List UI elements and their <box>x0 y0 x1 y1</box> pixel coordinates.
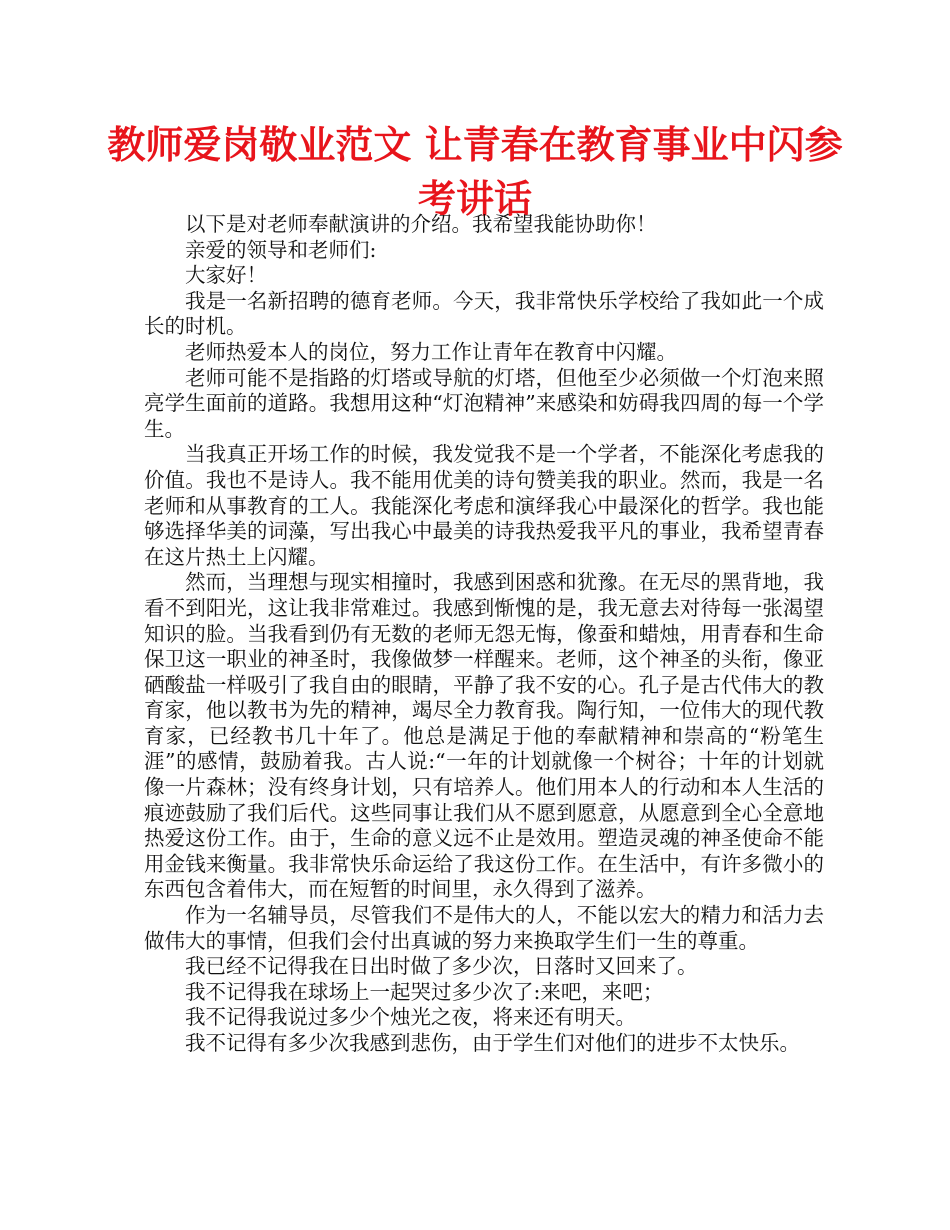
document-title: 教师爱岗敬业范文 让青春在教育事业中闪参考讲话 <box>107 123 843 221</box>
paragraph: 然而，当理想与现实相撞时，我感到困惑和犹豫。在无尽的黑背地，我看不到阳光，这让我非常难过。我感到惭愧的是，我无意去对待每一张渴望知识的脸。当我看到仍有无数的老师无怨无悔，像蚕和蜡烛，用青春和生命保卫这一职业的神圣时，我像做梦一样醒来。老师，这个神圣的头衔，像亚硒酸盐一样吸引了我自由的眼睛，平静了我不安的心。孔子是古代伟大的教育家，他以教书为先的精神，竭尽全力教育我。陶行知，一位伟大的现代教育家，已经教书几十年了。他总是满足于他的奉献精神和崇高的“粉笔生涯”的感情，鼓励着我。古人说:“一年的计划就像一个树谷；十年的计划就像一片森林；没有终身计划，只有培养人。他们用本人的行动和本人生活的痕迹鼓励了我们后代。这些同事让我们从不愿到愿意，从愿意到全心全意地热爱这份工作。由于，生命的意义远不止是效用。塑造灵魂的神圣使命不能用金钱来衡量。我非常快乐命运给了我这份工作。在生活中，有许多微小的东西包含着伟大，而在短暂的时间里，永久得到了滋养。 <box>144 570 824 902</box>
paragraph: 老师热爱本人的岗位，努力工作让青年在教育中闪耀。 <box>185 339 677 364</box>
paragraph: 以下是对老师奉献演讲的介绍。我希望我能协助你！ <box>185 212 657 236</box>
paragraph: 我不记得有多少次我感到悲伤，由于学生们对他们的进步不太快乐。 <box>185 1031 800 1055</box>
paragraph: 我是一名新招聘的德育老师。今天，我非常快乐学校给了我如此一个成长的时机。 <box>144 288 824 339</box>
paragraph: 大家好！ <box>185 263 267 288</box>
paragraph: 亲爱的领导和老师们: <box>185 237 377 262</box>
paragraph: 老师可能不是指路的灯塔或导航的灯塔，但他至少必须做一个灯泡来照亮学生面前的道路。我想用这种“灯泡精神”来感染和妨碍我四周的每一个学生。 <box>144 365 824 441</box>
paragraph: 我不记得我说过多少个烛光之夜，将来还有明天。 <box>185 1005 636 1030</box>
paragraph: 我不记得我在球场上一起哭过多少次了:来吧，来吧； <box>185 979 664 1004</box>
paragraph: 当我真正开场工作的时候，我发觉我不是一个学者，不能深化考虑我的价值。我也不是诗人。我不能用优美的诗句赞美我的职业。然而，我是一名老师和从事教育的工人。我能深化考虑和演绎我心中最深化的哲学。我也能够选择华美的词藻，写出我心中最美的诗我热爱我平凡的事业，我希望青春在这片热土上闪耀。 <box>144 442 824 569</box>
paragraph: 我已经不记得我在日出时做了多少次，日落时又回来了。 <box>185 954 698 979</box>
document-body <box>144 212 824 1057</box>
paragraph: 作为一名辅导员，尽管我们不是伟大的人，不能以宏大的精力和活力去做伟大的事情，但我们会付出真诚的努力来换取学生们一生的尊重。 <box>144 903 824 953</box>
